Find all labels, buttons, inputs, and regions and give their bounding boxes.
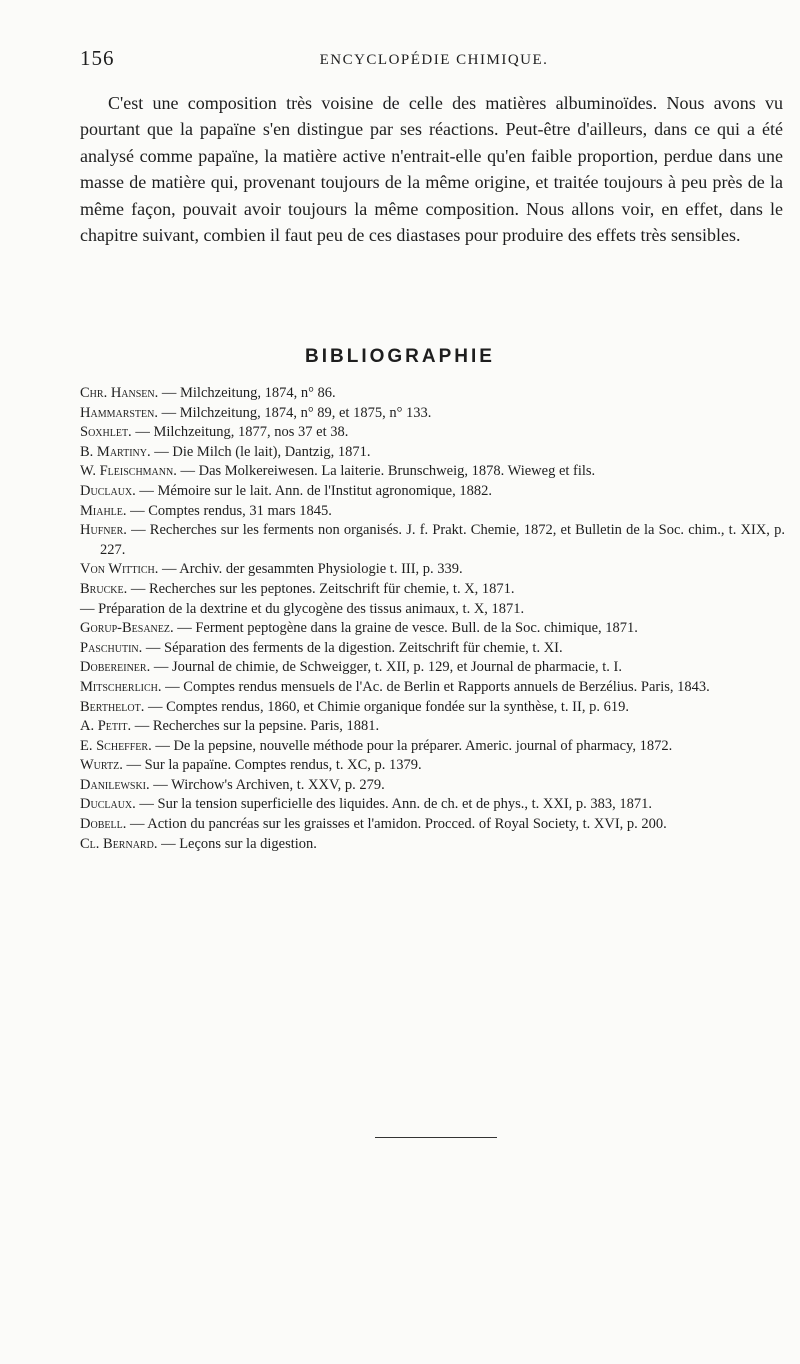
page-number: 156 (80, 46, 115, 70)
bibliography-entry (80, 600, 785, 620)
page-header (80, 46, 788, 76)
bibliography-entry (80, 384, 785, 404)
entry-citation: — Comptes rendus, 1860, et Chimie organique fondée sur la synthèse, t. II, p. 619. (144, 698, 629, 715)
entry-citation: — Sur la tension superficielle des liquides. Ann. de ch. et de phys., t. XXI, p. 383, 1871. (135, 796, 653, 813)
entry-author: Wurtz. (80, 757, 123, 774)
entry-citation: — Préparation de la dextrine et du glycogène des tissus animaux, t. X, 1871. (80, 600, 525, 617)
bibliography-entry (80, 698, 785, 718)
bibliography-entry (80, 404, 785, 424)
entry-citation: — Recherches sur la pepsine. Paris, 1881. (131, 718, 380, 735)
bibliography-entry (80, 815, 785, 835)
entry-citation: — Sur la papaïne. Comptes rendus, t. XC, p. 1379. (122, 757, 422, 774)
bibliography-entry (80, 639, 785, 659)
bibliography-list (80, 384, 785, 854)
bibliography-entry (80, 717, 785, 737)
entry-author: Cl. Bernard. (80, 835, 158, 852)
entry-author: Dobereiner. (80, 659, 151, 676)
entry-author: Hufner. (80, 522, 127, 539)
entry-citation: — Archiv. der gesammten Physiologie t. III, p. 339. (158, 561, 463, 578)
entry-author: W. Fleischmann. (80, 463, 177, 480)
entry-citation: — Séparation des ferments de la digestion. Zeitschrift für chemie, t. XI. (142, 639, 563, 656)
bibliography-entry (80, 580, 785, 600)
entry-author: B. Martiny. (80, 443, 151, 460)
entry-citation: — Comptes rendus mensuels de l'Ac. de Berlin et Rapports annuels de Berzélius. Paris, 1843. (161, 678, 710, 695)
entry-citation: — Recherches sur les ferments non organisés. J. f. Prakt. Chemie, 1872, et Bulletin de la Soc. chim., t. XIX, p. 227. (100, 522, 785, 558)
entry-author: Duclaux. (80, 796, 136, 813)
entry-author: Paschutin. (80, 639, 143, 656)
entry-author: E. Scheffer. (80, 737, 152, 754)
entry-citation: — Leçons sur la digestion. (157, 835, 317, 852)
entry-author: Chr. Hansen. (80, 385, 159, 401)
entry-citation: — Action du pancréas sur les graisses et l'amidon. Procced. of Royal Society, t. XVI, p. 200. (126, 816, 667, 833)
entry-citation: — Das Molkereiwesen. La laiterie. Brunschweig, 1878. Wieweg et fils. (176, 463, 596, 480)
bibliography-title: BIBLIOGRAPHIE (305, 346, 495, 367)
entry-citation: — Ferment peptogène dans la graine de vesce. Bull. de la Soc. chimique, 1871. (173, 620, 638, 637)
bibliography-entry (80, 756, 785, 776)
running-head: ENCYCLOPÉDIE CHIMIQUE. (319, 52, 549, 68)
bibliography-entry (80, 482, 785, 502)
entry-author: Mitscherlich. (80, 678, 162, 695)
entry-citation: — De la pepsine, nouvelle méthode pour la préparer. Americ. journal of pharmacy, 1872. (151, 737, 673, 754)
bibliography-entry (80, 560, 785, 580)
entry-author: Brucke. (80, 580, 128, 597)
entry-author: Duclaux. (80, 482, 136, 499)
bibliography-entry (80, 835, 785, 855)
entry-author: Gorup-Besanez. (80, 620, 174, 637)
entry-author: Miahle. (80, 502, 127, 519)
bibliography-entry (80, 521, 785, 560)
entry-citation: — Milchzeitung, 1874, n° 86. (158, 385, 336, 401)
entry-author: Von Wittich. (80, 561, 159, 578)
entry-citation: — Milchzeitung, 1877, nos 37 et 38. (131, 424, 349, 441)
entry-citation: — Journal de chimie, de Schweigger, t. XII, p. 129, et Journal de pharmacie, t. I. (150, 659, 622, 676)
end-rule (375, 1137, 497, 1138)
bibliography-entry (80, 619, 785, 639)
bibliography-entry (80, 795, 785, 815)
entry-citation: — Comptes rendus, 31 mars 1845. (126, 502, 332, 519)
entry-author: Hammarsten. (80, 404, 158, 421)
bibliography-entry (80, 776, 785, 796)
bibliography-entry (80, 502, 785, 522)
entry-author: Soxhlet. (80, 424, 132, 441)
entry-author: A. Petit. (80, 718, 132, 735)
bibliography-entry (80, 462, 785, 482)
body-paragraph: C'est une composition très voisine de celle des matières albuminoïdes. Nous avons vu pourtant que la papaïne s'en distingue par ses réactions. Peut-être d'ailleurs, dans ce qui a été analysé comme papaïne, la matière active n'entrait-elle qu'en faible proportion, perdue dans une masse de matière qui, provenant toujours de la même origine, et traitée toujours à peu près de la même façon, pouvait avoir toujours la même composition. Nous allons voir, en effet, dans le chapitre suivant, combien il faut peu de ces diastases pour produire des effets très sensibles. (80, 93, 783, 246)
bibliography-entry (80, 423, 785, 443)
entry-citation: — Wirchow's Archiven, t. XXV, p. 279. (149, 776, 385, 793)
entry-citation: — Mémoire sur le lait. Ann. de l'Institut agronomique, 1882. (135, 482, 492, 499)
entry-author: Danilewski. (80, 776, 150, 793)
entry-citation: — Recherches sur les peptones. Zeitschrift für chemie, t. X, 1871. (127, 580, 515, 597)
bibliography-entry (80, 443, 785, 463)
bibliography-entry (80, 678, 785, 698)
bibliography-entry (80, 658, 785, 678)
entry-author: Dobell. (80, 816, 127, 833)
entry-citation: — Milchzeitung, 1874, n° 89, et 1875, n° 133. (158, 404, 432, 421)
entry-citation: — Die Milch (le lait), Dantzig, 1871. (150, 443, 371, 460)
bibliography-entry (80, 737, 785, 757)
entry-author: Berthelot. (80, 698, 145, 715)
